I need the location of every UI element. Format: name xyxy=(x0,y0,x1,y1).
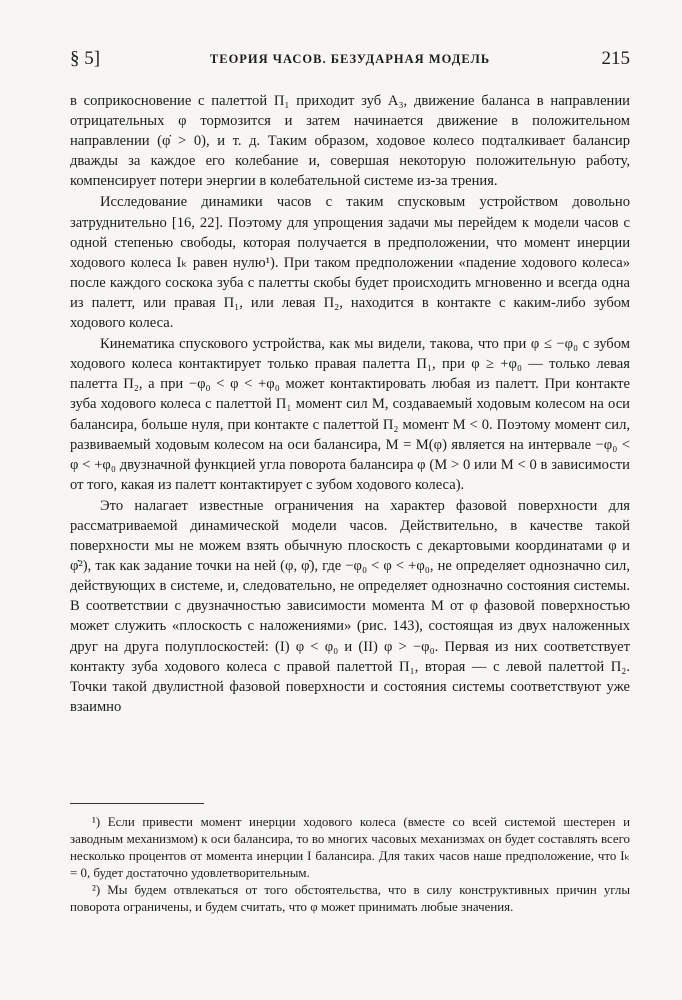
running-title: ТЕОРИЯ ЧАСОВ. БЕЗУДАРНАЯ МОДЕЛЬ xyxy=(209,52,491,66)
section-number: § 5] xyxy=(70,48,101,69)
paragraph-4: Это налагает известные ограничения на характер фазовой поверхности для рассматриваемой динамической модели часов. Действительно, в качестве такой поверхности мы не можем взять обычную плоскость с декартовыми координатами φ и φ̇²), так как задание точки на ней (φ, φ̇), где −φ₀ < φ < +φ₀, не определяет однозначно сил, действующих в системе, и, следовательно, не определяет однозначно состояния системы. В соответствии с двузначностью зависимости момента M от φ фазовой поверхностью может служить «плоскость с наложениями» (рис. 143), состоящая из двух наложенных друг на друга полуплоскостей: (I) φ < φ₀ и (II) φ > −φ₀. Первая из них соответствует контакту зуба ходового колеса с правой палеттой Π₁, вторая — с левой палеттой Π₂. Точки такой двулистной фазовой поверхности и состояния системы соответствуют уже взаимно xyxy=(70,497,630,715)
main-text xyxy=(70,91,630,717)
footnote-1: ¹) Если привести момент инерции ходового колеса (вместе со всей системой шестерен и заводным механизмом) к оси балансира, то во многих часовых механизмах он будет составлять всего несколько процентов от момента инерции I балансира. Для таких часов наше предположение, что Iₖ = 0, будет достаточно удовлетворительным. xyxy=(70,815,630,880)
footnote-2: ²) Мы будем отвлекаться от того обстоятельства, что в силу конструктивных причин углы поворота ограничены, и будем считать, что φ может принимать любые значения. xyxy=(70,882,630,914)
page-header xyxy=(70,48,630,72)
page-number: 215 xyxy=(601,48,630,69)
paragraph-2: Исследование динамики часов с таким спусковым устройством довольно затруднительно [16, 22]. Поэтому для упрощения задачи мы перейдем к модели часов с одной степенью свободы, которая получается в предположении, что момент инерции ходового колеса Iₖ равен нулю¹). При таком предположении «падение ходового колеса» после каждого соскока зуба с палетты скобы будет происходить мгновенно и всегда одна из палетт, или правая Π₁, или левая Π₂, находится в контакте с каким-либо зубом ходового колеса. xyxy=(70,194,630,332)
footnote-divider xyxy=(70,803,204,804)
paragraph-3: Кинематика спускового устройства, как мы видели, такова, что при φ ≤ −φ₀ с зубом ходового колеса контактирует только правая палетта Π₁, при φ ≥ +φ₀ — только левая палетта Π₂, а при −φ₀ < φ < +φ₀ может контактировать любая из палетт. При контакте зуба ходового колеса с палеттой Π₁ момент сил M, создаваемый ходовым колесом на оси балансира, больше нуля, при контакте с палеттой Π₂ момент M < 0. Поэтому момент сил, развиваемый ходовым колесом на оси балансира, M = M(φ) является на интервале −φ₀ < φ < +φ₀ двузначной функцией угла поворота балансира φ (M > 0 или M < 0 в зависимости от того, какая из палетт контактирует с зубом ходового колеса). xyxy=(70,336,630,493)
paragraph-1: в соприкосновение с палеттой Π₁ приходит зуб A₃, движение баланса в направлении отрицательных φ тормозится и затем начинается движение в положительном направлении (φ̇ > 0), и т. д. Таким образом, ходовое колесо подталкивает балансир дважды за каждое его колебание и, совершая некоторую положительную работу, компенсирует потери энергии в колебательной системе из-за трения. xyxy=(70,93,630,190)
footnotes xyxy=(70,814,630,915)
